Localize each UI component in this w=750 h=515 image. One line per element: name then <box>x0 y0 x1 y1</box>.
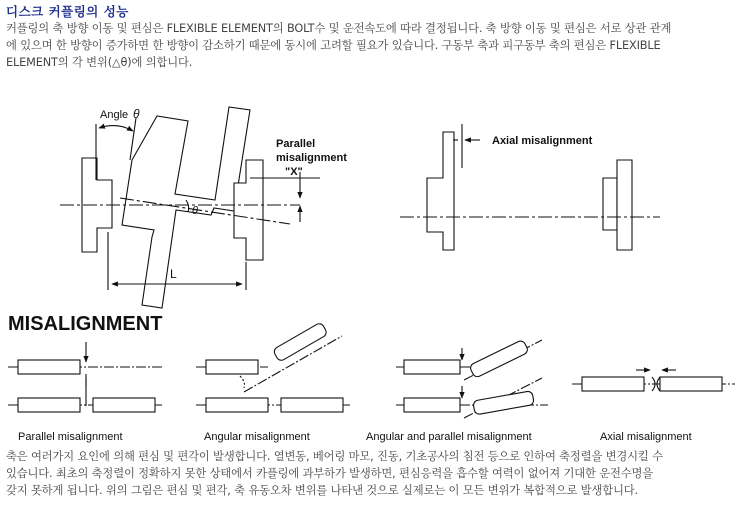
footer-paragraph <box>6 448 746 499</box>
angle-label: Angle <box>100 109 129 121</box>
axial-left-hub <box>427 132 454 250</box>
panel-angular-parallel <box>366 339 548 443</box>
page-title: 디스크 커플링의 성능 <box>6 4 129 19</box>
parallel-label-3: "X" <box>285 166 303 178</box>
theta-symbol-small: θ <box>192 205 198 217</box>
footer-line: 있습니다. 최초의 축정렬이 정확하지 못한 상태에서 카플링에 과부하가 발생하면, 편심응력을 흡수할 여력이 없어져 기대한 운전수명을 <box>6 467 654 480</box>
footer-line: 갖지 못하게 됩니다. 위의 그림은 편심 및 편각, 축 유동오차 변위를 나타낸 것으로 실제로는 이 모든 변위가 복합적으로 발생합니다. <box>6 484 638 497</box>
length-label: L <box>170 267 177 281</box>
theta-symbol: θ <box>133 107 140 121</box>
parallel-label-2: misalignment <box>276 152 347 164</box>
intro-line: ELEMENT의 각 변위(△θ)에 의합니다. <box>6 56 193 69</box>
caption-axial: Axial misalignment <box>600 431 692 443</box>
coupling-diagram-right <box>400 124 660 250</box>
caption-angular-parallel: Angular and parallel misalignment <box>366 431 532 443</box>
parallel-label-1: Parallel <box>276 138 316 150</box>
caption-parallel: Parallel misalignment <box>18 431 123 443</box>
caption-angular: Angular misalignment <box>204 431 310 443</box>
footer-line: 축은 여러가지 요인에 의해 편심 및 편각이 발생합니다. 열변동, 베어링 마모, 진동, 기초공사의 침전 등으로 인하여 축정렬을 변경시킬 수 <box>6 450 663 463</box>
axial-right-hub-flange <box>617 160 632 250</box>
intro-line: 커플링의 축 방향 이동 및 편심은 FLEXIBLE ELEMENT의 BOLT수 및 운전속도에 따라 결정됩니다. 축 방향 이동 및 편심은 서로 상관 관계 <box>6 22 672 35</box>
coupling-diagram-left <box>60 107 347 308</box>
intro-line: 에 있으며 한 방향이 증가하면 한 방향이 감소하기 때문에 동시에 고려할 필요가 있습니다. 구동부 축과 피구동부 축의 편심은 FLEXIBLE <box>6 39 661 52</box>
section-heading: MISALIGNMENT <box>8 313 163 335</box>
panel-parallel <box>8 342 162 443</box>
axial-right-hub-body <box>603 178 617 230</box>
axial-label: Axial misalignment <box>492 135 593 147</box>
panel-axial <box>572 370 735 443</box>
spacer-spool <box>122 107 250 308</box>
panel-angular <box>196 322 352 443</box>
